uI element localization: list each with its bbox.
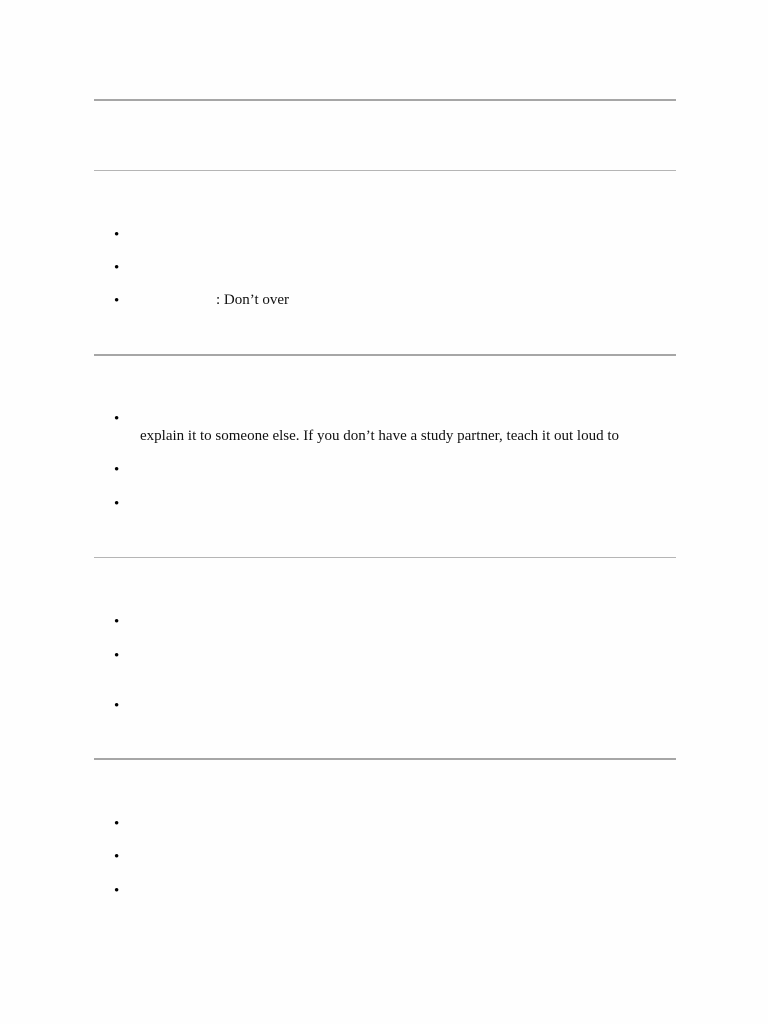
- list-item-text: : Don’t over: [216, 292, 290, 308]
- section-divider: [94, 557, 676, 558]
- list-bullet: •: [114, 227, 120, 243]
- list-bullet: •: [114, 411, 120, 427]
- list-bullet: •: [114, 648, 120, 664]
- header-rule-top: [94, 99, 676, 101]
- list-bullet: •: [114, 462, 120, 478]
- list-item-continuation: explain it to someone else. If you don’t have a study partner, teach it out loud to: [140, 428, 620, 444]
- list-bullet: •: [114, 293, 120, 309]
- list-bullet: •: [114, 260, 120, 276]
- list-bullet: •: [114, 816, 120, 832]
- list-bullet: •: [114, 883, 120, 899]
- section-divider: [94, 354, 676, 356]
- list-bullet: •: [114, 698, 120, 714]
- list-bullet: •: [114, 614, 120, 630]
- section-divider: [94, 758, 676, 760]
- list-bullet: •: [114, 496, 120, 512]
- list-bullet: •: [114, 849, 120, 865]
- header-rule-bottom: [94, 170, 676, 171]
